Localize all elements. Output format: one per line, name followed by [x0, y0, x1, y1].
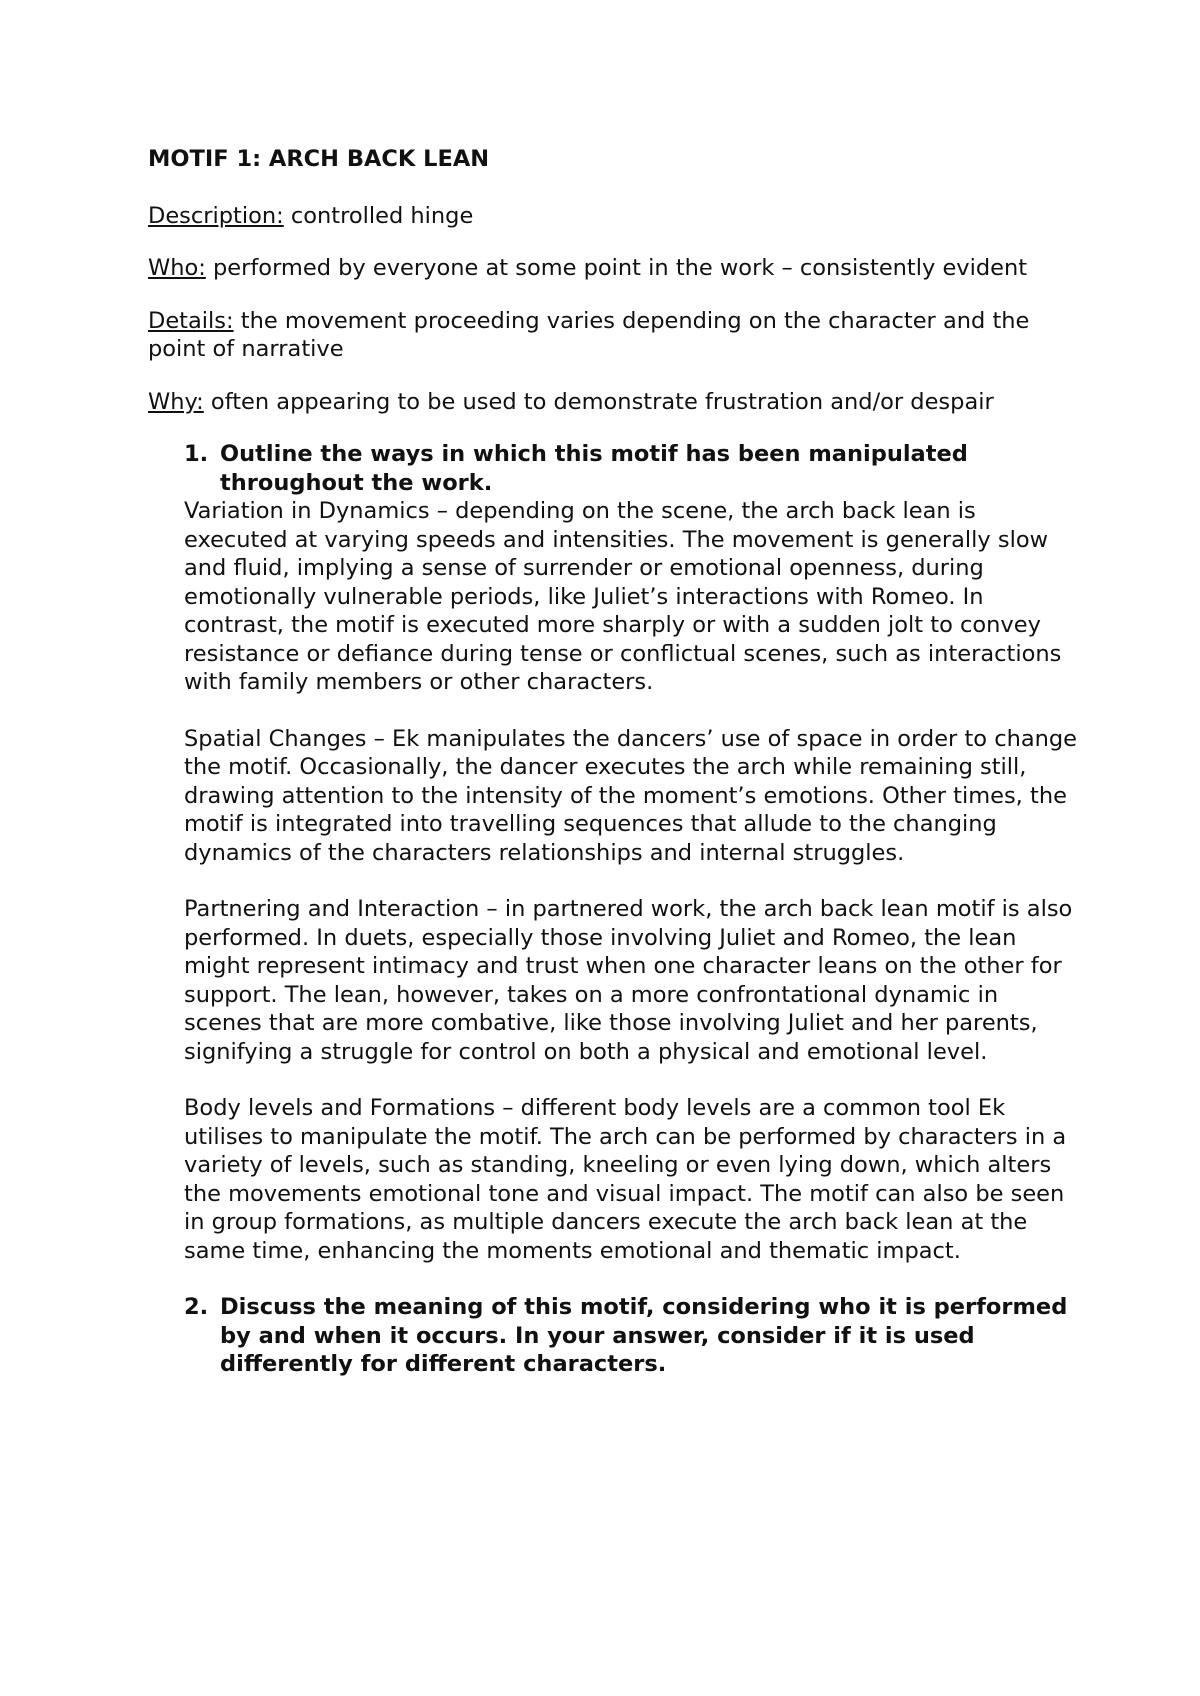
- question-list: [148, 440, 1078, 1379]
- answer-body-levels: Body levels and Formations – different body levels are a common tool Ek utilises to manipulate the motif. The arch can be performed by characters in a variety of levels, such as standing, kneeling or even lying down, which alters the movements emotional tone and visual impact. The motif can also be seen in group formations, as multiple dancers execute the arch back lean at the same time, enhancing the moments emotional and thematic impact.: [184, 1095, 1067, 1264]
- answer-dynamics: Variation in Dynamics – depending on the scene, the arch back lean is executed at varying speeds and intensities. The movement is generally slow and fluid, implying a sense of surrender or emotional openness, during emotionally vulnerable periods, like Juliet’s interactions with Romeo. In contrast, the motif is executed more sharply or with a sudden jolt to convey resistance or defiance during tense or conflictual scenes, such as interactions with family members or other characters.: [184, 498, 1062, 695]
- answer-partnering: Partnering and Interaction – in partnered work, the arch back lean motif is also performed. In duets, especially those involving Juliet and Romeo, the lean might represent intimacy and trust when one character leans on the other for support. The lean, however, takes on a more confrontational dynamic in scenes that are more combative, like those involving Juliet and her parents, signifying a struggle for control on both a physical and emotional level.: [184, 896, 1073, 1065]
- who-value: performed by everyone at some point in the work – consistently evident: [205, 255, 1028, 281]
- question-1-text: Outline the ways in which this motif has been manipulated throughout the work.: [220, 441, 968, 496]
- who-label: Who:: [148, 255, 206, 281]
- question-1: [148, 440, 1078, 1265]
- details-label: Details:: [148, 307, 234, 334]
- why-value: often appearing to be used to demonstrate frustration and/or despair: [203, 388, 994, 415]
- question-2-text: Discuss the meaning of this motif, considering who it is performed by and when it occurs. In your answer, consider if it is used differently for different characters.: [220, 1294, 1068, 1377]
- question-1-number: 1.: [184, 441, 209, 467]
- why-label: Why:: [148, 388, 204, 415]
- document-title: MOTIF 1: ARCH BACK LEAN: [148, 146, 490, 172]
- answer-spatial: Spatial Changes – Ek manipulates the dancers’ use of space in order to change the motif. Occasionally, the dancer executes the arch while remaining still, drawing attention to the intensity of the moment’s emotions. Other times, the motif is integrated into travelling sequences that allude to the changing dynamics of the characters relationships and internal struggles.: [184, 725, 1078, 866]
- why-field: [148, 388, 1078, 417]
- document-page: [148, 145, 1078, 1379]
- who-field: [148, 254, 1078, 283]
- question-2: [148, 1293, 1078, 1379]
- details-value: the movement proceeding varies depending on the character and the point of narrative: [148, 307, 1030, 362]
- description-label: Description:: [148, 202, 284, 229]
- description-field: [148, 202, 1078, 231]
- question-2-number: 2.: [184, 1294, 209, 1320]
- details-field: [148, 307, 1078, 364]
- description-value: controlled hinge: [283, 202, 474, 229]
